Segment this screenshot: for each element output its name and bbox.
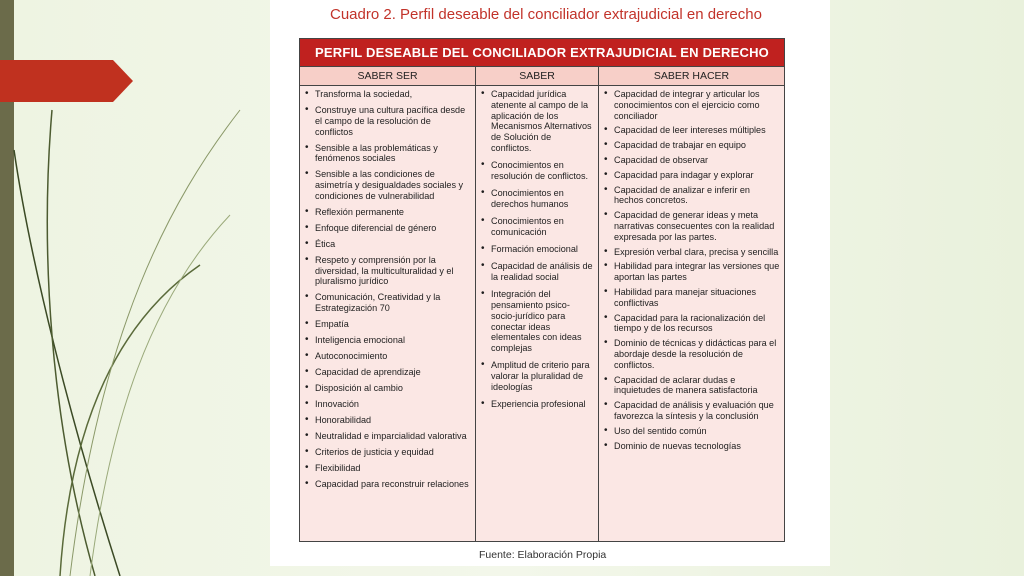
list-item: • Capacidad de aprendizaje xyxy=(303,367,471,378)
list-item: • Capacidad de leer intereses múltiples xyxy=(602,125,780,136)
list-item: • Sensible a las condiciones de asimetría y desigualdades sociales y condiciones de vulnerabilidad xyxy=(303,169,471,201)
list-item: • Reflexión permanente xyxy=(303,207,471,218)
list-item: • Disposición al cambio xyxy=(303,383,471,394)
list-item: • Integración del pensamiento psico-socio-jurídico para conectar ideas elementales con ideas complejas xyxy=(479,289,594,354)
list-item: • Uso del sentido común xyxy=(602,426,780,437)
source-note: Fuente: Elaboración Propia xyxy=(479,549,607,561)
list-item: • Habilidad para manejar situaciones conflictivas xyxy=(602,287,780,309)
saber-hacer-list xyxy=(602,89,780,451)
list-item: • Capacidad para reconstruir relaciones xyxy=(303,479,471,490)
list-item: • Formación emocional xyxy=(479,244,594,255)
list-item: • Neutralidad e imparcialidad valorativa xyxy=(303,431,471,442)
column-saber-ser xyxy=(300,86,476,542)
list-item: • Capacidad de integrar y articular los conocimientos con el ejercicio como conciliador xyxy=(602,89,780,121)
list-item: • Autoconocimiento xyxy=(303,351,471,362)
list-item: • Capacidad jurídica atenente al campo de la aplicación de los Mecanismos Alternativos de Solución de conflictos. xyxy=(479,89,594,154)
column-saber-hacer xyxy=(599,86,784,542)
saber-list xyxy=(479,89,594,410)
table-body xyxy=(300,85,784,542)
list-item: • Dominio de nuevas tecnologías xyxy=(602,441,780,452)
list-item: • Criterios de justicia y equidad xyxy=(303,447,471,458)
list-item: • Conocimientos en comunicación xyxy=(479,216,594,238)
list-item: • Amplitud de criterio para valorar la pluralidad de ideologías xyxy=(479,360,594,392)
list-item: • Enfoque diferencial de género xyxy=(303,223,471,234)
slide-content xyxy=(270,0,830,566)
table-title: PERFIL DESEABLE DEL CONCILIADOR EXTRAJUDICIAL EN DERECHO xyxy=(300,39,784,66)
header-saber-ser: SABER SER xyxy=(300,67,476,85)
column-headers xyxy=(300,66,784,85)
list-item: • Capacidad de trabajar en equipo xyxy=(602,140,780,151)
list-item: • Flexibilidad xyxy=(303,463,471,474)
list-item: • Comunicación, Creatividad y la Estrategización 70 xyxy=(303,292,471,314)
list-item: • Respeto y comprensión por la diversidad, la multiculturalidad y el pluralismo jurídico xyxy=(303,255,471,287)
list-item: • Inteligencia emocional xyxy=(303,335,471,346)
list-item: • Capacidad de análisis de la realidad social xyxy=(479,261,594,283)
profile-table xyxy=(299,38,785,542)
list-item: • Conocimientos en derechos humanos xyxy=(479,188,594,210)
list-item: • Honorabilidad xyxy=(303,415,471,426)
list-item: • Innovación xyxy=(303,399,471,410)
list-item: • Expresión verbal clara, precisa y sencilla xyxy=(602,247,780,258)
list-item: • Construye una cultura pacífica desde el campo de la resolución de conflictos xyxy=(303,105,471,137)
list-item: • Dominio de técnicas y didácticas para el abordaje desde la resolución de conflictos. xyxy=(602,338,780,370)
table-caption: Cuadro 2. Perfil deseable del conciliador extrajudicial en derecho xyxy=(330,6,762,23)
list-item: • Habilidad para integrar las versiones que aportan las partes xyxy=(602,261,780,283)
list-item: • Experiencia profesional xyxy=(479,399,594,410)
list-item: • Capacidad de observar xyxy=(602,155,780,166)
arrow-banner-shape xyxy=(0,60,133,102)
column-saber xyxy=(476,86,599,542)
list-item: • Capacidad de generar ideas y meta narrativas consecuentes con la realidad expresada por las partes. xyxy=(602,210,780,242)
list-item: • Capacidad para la racionalización del tiempo y de los recursos xyxy=(602,313,780,335)
list-item: • Empatía xyxy=(303,319,471,330)
header-saber-hacer: SABER HACER xyxy=(599,67,784,85)
list-item: • Capacidad de analizar e inferir en hechos concretos. xyxy=(602,185,780,207)
saber-ser-list xyxy=(303,89,471,490)
header-saber: SABER xyxy=(476,67,599,85)
list-item: • Sensible a las problemáticas y fenómenos sociales xyxy=(303,143,471,165)
list-item: • Conocimientos en resolución de conflictos. xyxy=(479,160,594,182)
list-item: • Ética xyxy=(303,239,471,250)
list-item: • Capacidad para indagar y explorar xyxy=(602,170,780,181)
list-item: • Capacidad de análisis y evaluación que favorezca la síntesis y la conclusión xyxy=(602,400,780,422)
list-item: • Capacidad de aclarar dudas e inquietudes de manera satisfactoria xyxy=(602,375,780,397)
list-item: • Transforma la sociedad, xyxy=(303,89,471,100)
